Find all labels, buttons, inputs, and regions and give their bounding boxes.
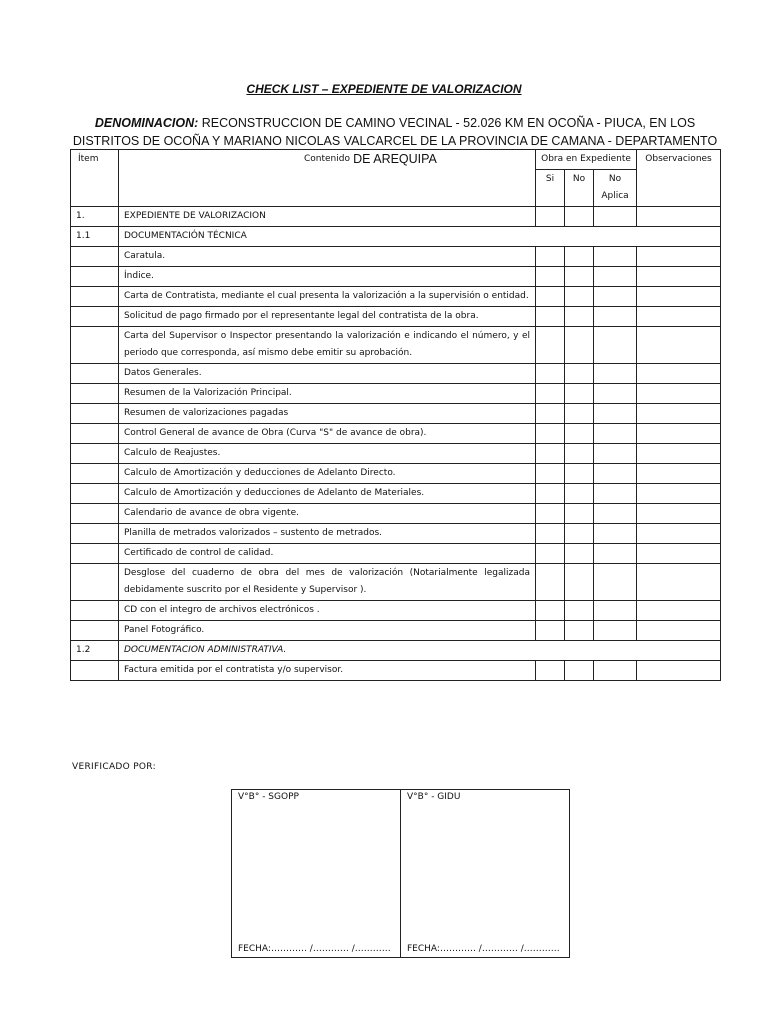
check-no[interactable] xyxy=(565,307,594,327)
signature-box-gidu[interactable] xyxy=(401,790,570,958)
check-si[interactable] xyxy=(536,247,565,267)
table-row xyxy=(71,444,721,464)
verificado-label: VERIFICADO POR: xyxy=(72,762,156,772)
check-no-aplica[interactable] xyxy=(594,661,637,681)
observaciones-cell[interactable] xyxy=(637,444,721,464)
table-row xyxy=(71,307,721,327)
row-content: Certificado de control de calidad. xyxy=(119,544,536,564)
check-no-aplica[interactable] xyxy=(594,621,637,641)
table-row xyxy=(71,424,721,444)
check-no[interactable] xyxy=(565,544,594,564)
table-row xyxy=(71,484,721,504)
document-title: CHECK LIST – EXPEDIENTE DE VALORIZACION xyxy=(246,82,522,96)
observaciones-cell[interactable] xyxy=(637,524,721,544)
table-row xyxy=(71,621,721,641)
row-item-number xyxy=(71,287,119,307)
check-no-aplica[interactable] xyxy=(594,484,637,504)
denominacion-text: RECONSTRUCCION DE CAMINO VECINAL - 52.026 KM EN OCOÑA - PIUCA, EN LOS DISTRITOS DE OCOÑA Y MARIANO NICOLAS VALCARCEL DE LA PROVINCIA DE CAMANA - DEPARTAMENTO DE AREQUIPA xyxy=(72,116,718,166)
signature-box-sgopp[interactable] xyxy=(232,790,401,958)
table-row xyxy=(71,327,721,364)
row-item-number xyxy=(71,621,119,641)
check-no[interactable] xyxy=(565,327,594,364)
row-item-number xyxy=(71,504,119,524)
row-content: Resumen de valorizaciones pagadas xyxy=(119,404,536,424)
row-item-number xyxy=(71,327,119,364)
row-content: Caratula. xyxy=(119,247,536,267)
check-no-aplica[interactable] xyxy=(594,404,637,424)
denominacion-label: DENOMINACION: xyxy=(94,116,199,130)
check-no-aplica[interactable] xyxy=(594,601,637,621)
row-content: Calculo de Reajustes. xyxy=(119,444,536,464)
row-content: DOCUMENTACIÓN TÉCNICA xyxy=(119,227,721,247)
row-item-number xyxy=(71,601,119,621)
row-content: Carta del Supervisor o Inspector presentando la valorización e indicando el número, y el periodo que corresponda, así mismo debe emitir su aprobación. xyxy=(119,327,536,364)
row-item-number xyxy=(71,564,119,601)
row-item-number: 1. xyxy=(71,207,119,227)
observaciones-cell[interactable] xyxy=(637,504,721,524)
check-no[interactable] xyxy=(565,524,594,544)
observaciones-cell[interactable] xyxy=(637,564,721,601)
check-no[interactable] xyxy=(565,621,594,641)
header-observaciones: Observaciones xyxy=(637,150,721,207)
row-content: Panel Fotográfico. xyxy=(119,621,536,641)
check-no-aplica[interactable] xyxy=(594,327,637,364)
observaciones-cell[interactable] xyxy=(637,484,721,504)
table-row xyxy=(71,207,721,227)
observaciones-cell[interactable] xyxy=(637,307,721,327)
check-no[interactable] xyxy=(565,464,594,484)
row-item-number xyxy=(71,661,119,681)
observaciones-cell[interactable] xyxy=(637,247,721,267)
check-si[interactable] xyxy=(536,307,565,327)
table-row xyxy=(71,364,721,384)
check-si[interactable] xyxy=(536,504,565,524)
row-content: Índice. xyxy=(119,267,536,287)
row-item-number xyxy=(71,464,119,484)
table-row xyxy=(71,227,721,247)
check-no-aplica[interactable] xyxy=(594,287,637,307)
check-no[interactable] xyxy=(565,267,594,287)
check-no-aplica[interactable] xyxy=(594,307,637,327)
check-no-aplica[interactable] xyxy=(594,247,637,267)
header-no: No xyxy=(565,170,594,207)
check-no-aplica[interactable] xyxy=(594,267,637,287)
fecha-gidu: FECHA:………… /………… /………… xyxy=(407,944,560,954)
signature-title-gidu: V°B° - GIDU xyxy=(407,792,461,802)
row-content: Calculo de Amortización y deducciones de Adelanto Directo. xyxy=(119,464,536,484)
row-content: Resumen de la Valorización Principal. xyxy=(119,384,536,404)
observaciones-cell[interactable] xyxy=(637,327,721,364)
header-contenido: Contenido xyxy=(119,150,536,207)
row-content: Desglose del cuaderno de obra del mes de valorización (Notarialmente legalizada debidamente suscrito por el Residente y Supervisor ). xyxy=(119,564,536,601)
check-no[interactable] xyxy=(565,364,594,384)
table-row xyxy=(71,544,721,564)
check-no[interactable] xyxy=(565,287,594,307)
observaciones-cell[interactable] xyxy=(637,364,721,384)
table-row xyxy=(71,601,721,621)
check-no-aplica[interactable] xyxy=(594,524,637,544)
table-row xyxy=(71,641,721,661)
row-item-number xyxy=(71,484,119,504)
table-row xyxy=(71,287,721,307)
table-row xyxy=(71,564,721,601)
checklist-table xyxy=(70,149,721,681)
check-si[interactable] xyxy=(536,661,565,681)
check-no[interactable] xyxy=(565,601,594,621)
check-no[interactable] xyxy=(565,424,594,444)
row-content: Factura emitida por el contratista y/o supervisor. xyxy=(119,661,536,681)
fecha-sgopp: FECHA:………… /………… /………… xyxy=(238,944,391,954)
row-item-number xyxy=(71,524,119,544)
check-no-aplica[interactable] xyxy=(594,207,637,227)
table-row xyxy=(71,267,721,287)
row-item-number xyxy=(71,364,119,384)
row-content: Calendario de avance de obra vigente. xyxy=(119,504,536,524)
row-item-number xyxy=(71,307,119,327)
check-no[interactable] xyxy=(565,444,594,464)
check-no-aplica[interactable] xyxy=(594,364,637,384)
table-row xyxy=(71,661,721,681)
observaciones-cell[interactable] xyxy=(637,287,721,307)
row-content: CD con el integro de archivos electrónicos . xyxy=(119,601,536,621)
check-si[interactable] xyxy=(536,544,565,564)
check-no[interactable] xyxy=(565,404,594,424)
check-no[interactable] xyxy=(565,384,594,404)
check-no[interactable] xyxy=(565,484,594,504)
check-no-aplica[interactable] xyxy=(594,564,637,601)
check-si[interactable] xyxy=(536,404,565,424)
check-no[interactable] xyxy=(565,247,594,267)
check-no-aplica[interactable] xyxy=(594,504,637,524)
check-no-aplica[interactable] xyxy=(594,384,637,404)
row-item-number xyxy=(71,544,119,564)
header-no-aplica: No Aplica xyxy=(594,170,637,207)
observaciones-cell[interactable] xyxy=(637,601,721,621)
observaciones-cell[interactable] xyxy=(637,464,721,484)
row-item-number: 1.2 xyxy=(71,641,119,661)
check-si[interactable] xyxy=(536,564,565,601)
check-si[interactable] xyxy=(536,484,565,504)
check-no[interactable] xyxy=(565,207,594,227)
row-item-number xyxy=(71,424,119,444)
check-si[interactable] xyxy=(536,267,565,287)
row-content: Control General de avance de Obra (Curva "S" de avance de obra). xyxy=(119,424,536,444)
signature-title-sgopp: V°B° - SGOPP xyxy=(238,792,299,802)
check-no-aplica[interactable] xyxy=(594,444,637,464)
check-no[interactable] xyxy=(565,504,594,524)
row-content: Planilla de metrados valorizados – sustento de metrados. xyxy=(119,524,536,544)
row-item-number xyxy=(71,444,119,464)
check-si[interactable] xyxy=(536,524,565,544)
check-no-aplica[interactable] xyxy=(594,544,637,564)
check-no[interactable] xyxy=(565,564,594,601)
observaciones-cell[interactable] xyxy=(637,424,721,444)
table-row xyxy=(71,504,721,524)
row-content: DOCUMENTACION ADMINISTRATIVA. xyxy=(119,641,721,661)
row-item-number: 1.1 xyxy=(71,227,119,247)
check-si[interactable] xyxy=(536,207,565,227)
row-item-number xyxy=(71,267,119,287)
header-si: Si xyxy=(536,170,565,207)
check-si[interactable] xyxy=(536,464,565,484)
header-obra: Obra en Expediente xyxy=(536,150,637,170)
row-content: Solicitud de pago firmado por el representante legal del contratista de la obra. xyxy=(119,307,536,327)
table-row xyxy=(71,464,721,484)
row-content: Calculo de Amortización y deducciones de Adelanto de Materiales. xyxy=(119,484,536,504)
header-item: Ítem xyxy=(71,150,119,207)
table-row xyxy=(71,384,721,404)
check-si[interactable] xyxy=(536,287,565,307)
observaciones-cell[interactable] xyxy=(637,544,721,564)
table-row xyxy=(71,404,721,424)
check-si[interactable] xyxy=(536,621,565,641)
row-item-number xyxy=(71,247,119,267)
check-si[interactable] xyxy=(536,364,565,384)
table-row xyxy=(71,247,721,267)
check-no-aplica[interactable] xyxy=(594,464,637,484)
check-no-aplica[interactable] xyxy=(594,424,637,444)
observaciones-cell[interactable] xyxy=(637,384,721,404)
check-si[interactable] xyxy=(536,424,565,444)
check-si[interactable] xyxy=(536,601,565,621)
observaciones-cell[interactable] xyxy=(637,267,721,287)
row-item-number xyxy=(71,384,119,404)
check-no[interactable] xyxy=(565,661,594,681)
observaciones-cell[interactable] xyxy=(637,661,721,681)
row-content: EXPEDIENTE DE VALORIZACION xyxy=(119,207,536,227)
row-content: Datos Generales. xyxy=(119,364,536,384)
row-content: Carta de Contratista, mediante el cual presenta la valorización a la supervisión o entidad. xyxy=(119,287,536,307)
check-si[interactable] xyxy=(536,327,565,364)
table-row xyxy=(71,524,721,544)
check-si[interactable] xyxy=(536,384,565,404)
observaciones-cell[interactable] xyxy=(637,621,721,641)
signature-table xyxy=(231,789,570,958)
check-si[interactable] xyxy=(536,444,565,464)
observaciones-cell[interactable] xyxy=(637,207,721,227)
observaciones-cell[interactable] xyxy=(637,404,721,424)
row-item-number xyxy=(71,404,119,424)
